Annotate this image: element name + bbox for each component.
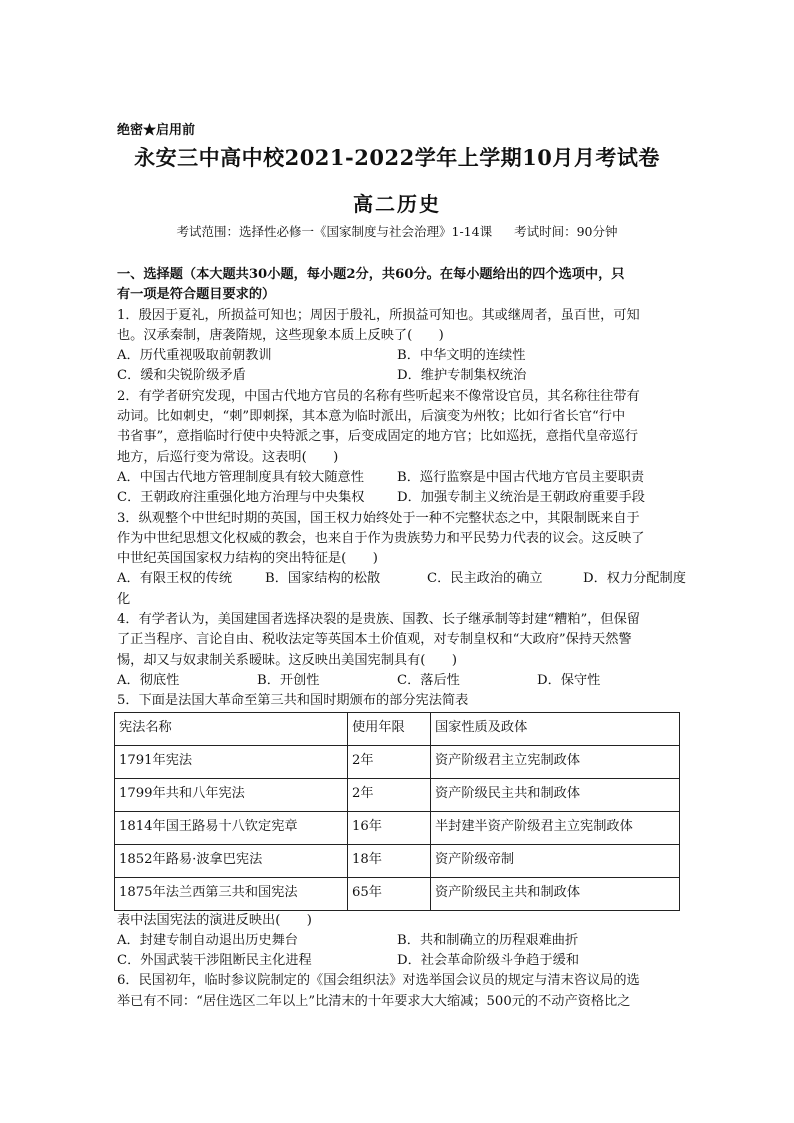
table-cell: 1791年宪法 xyxy=(115,745,348,778)
option-c: C．民主政治的确立 xyxy=(427,571,543,587)
option-a: A．中国古代地方管理制度具有较大随意性 xyxy=(117,469,364,485)
question-5-prompt: 表中法国宪法的演进反映出( ) xyxy=(117,912,312,928)
table-cell: 1814年国王路易十八钦定宪章 xyxy=(115,811,348,844)
question-2-stem: 地方，后巡行变为常设。这表明( ) xyxy=(117,449,339,465)
question-2-options xyxy=(117,488,679,508)
table-cell: 资产阶级帝制 xyxy=(431,844,680,877)
confidential-mark: 绝密★启用前 xyxy=(117,123,196,138)
option-b: B．中华文明的连续性 xyxy=(397,348,526,364)
option-b: B．巡行监察是中国古代地方官员主要职责 xyxy=(397,469,645,485)
option-d: D．社会革命阶级斗争趋于缓和 xyxy=(397,953,580,969)
question-5-stem: 5．下面是法国大革命至第三共和国时期颁布的部分宪法简表 xyxy=(117,693,469,709)
table-header: 使用年限 xyxy=(348,712,431,745)
table-header: 国家性质及政体 xyxy=(431,712,680,745)
option-c: C．王朝政府注重强化地方治理与中央集权 xyxy=(117,490,365,506)
table-cell: 1852年路易·波拿巴宪法 xyxy=(115,844,348,877)
question-3-stem: 3．纵观整个中世纪时期的英国，国王权力始终处于一种不完整状态之中，其限制既来自于 xyxy=(117,510,640,526)
option-a: A．历代重视吸取前朝教训 xyxy=(117,348,272,364)
option-d: D．维护专制集权统治 xyxy=(397,368,527,384)
option-b: B．共和制确立的历程艰难曲折 xyxy=(397,932,579,948)
table-cell: 65年 xyxy=(348,877,431,910)
question-1-options xyxy=(117,346,679,366)
question-6-stem: 举已有不同：“居住选区二年以上”比清末的十年要求大大缩减；500元的不动产资格比之 xyxy=(117,993,631,1009)
exam-info xyxy=(0,222,794,240)
table-header-row xyxy=(115,712,680,745)
table-cell: 16年 xyxy=(348,811,431,844)
table-cell: 1875年法兰西第三共和国宪法 xyxy=(115,877,348,910)
option-a: A．有限王权的传统 xyxy=(117,571,233,587)
table-cell: 资产阶级君主立宪制政体 xyxy=(431,745,680,778)
exam-title: 永安三中高中校2021-2022学年上学期10月月考试卷 xyxy=(134,145,660,170)
option-c: C．外国武装干涉阻断民主化进程 xyxy=(117,953,312,969)
option-a: A．彻底性 xyxy=(117,672,180,688)
question-3-stem: 中世纪英国国家权力结构的突出特征是( ) xyxy=(117,551,378,567)
constitution-table xyxy=(114,712,680,911)
exam-scope: 考试范围：选择性必修一《国家制度与社会治理》1-14课 xyxy=(176,224,493,239)
table-row xyxy=(115,778,680,811)
question-1-stem: 也。汉承秦制，唐袭隋规，这些现象本质上反映了( ) xyxy=(117,327,444,343)
option-d: D．加强专制主义统治是王朝政府重要手段 xyxy=(397,490,645,506)
question-3-option-wrap: 化 xyxy=(117,591,131,607)
table-cell: 资产阶级民主共和制政体 xyxy=(431,877,680,910)
section-heading-line: 有一项是符合题目要求的） xyxy=(117,287,276,303)
option-d: D．权力分配制度 xyxy=(583,571,686,587)
question-2-options xyxy=(117,468,679,488)
question-5-options xyxy=(117,951,679,971)
question-4-stem: 4．有学者认为，美国建国者选择决裂的是贵族、国教、长子继承制等封建“糟粕”，但保留 xyxy=(117,612,640,628)
question-1-stem: 1．殷因于夏礼，所损益可知也；周因于殷礼，所损益可知也。其或继周者，虽百世，可知 xyxy=(117,307,640,323)
question-6-stem: 6．民国初年，临时参议院制定的《国会组织法》对选举国会议员的规定与清末咨议局的选 xyxy=(117,973,640,989)
option-c: C．落后性 xyxy=(397,672,460,688)
question-3-options xyxy=(117,569,686,589)
question-2-stem: 书省事”，意指临时行使中央特派之事，后变成固定的地方官；比如巡抚，意指代皇帝巡行 xyxy=(117,429,639,445)
table-cell: 1799年共和八年宪法 xyxy=(115,778,348,811)
table-cell: 18年 xyxy=(348,844,431,877)
table-row xyxy=(115,877,680,910)
question-4-stem: 惕，却又与奴隶制关系暧昧。这反映出美国宪制具有( ) xyxy=(117,652,457,668)
subject-title: 高二历史 xyxy=(353,192,441,216)
question-2-stem: 动词。比如刺史，“刺”即刺探，其本意为临时派出，后演变为州牧；比如行省长官“行中 xyxy=(117,409,626,425)
option-b: B．国家结构的松散 xyxy=(265,571,381,587)
question-3-stem: 作为中世纪思想文化权威的教会，也来自于作为贵族势力和平民势力代表的议会。这反映了 xyxy=(117,530,645,546)
option-d: D．保守性 xyxy=(537,672,601,688)
question-2-stem: 2．有学者研究发现，中国古代地方官员的名称有些听起来不像常设官员，其名称往往带有 xyxy=(117,388,640,404)
question-4-options xyxy=(117,671,679,691)
question-body xyxy=(117,265,686,1012)
question-1-options xyxy=(117,366,679,386)
table-cell: 2年 xyxy=(348,778,431,811)
table-cell: 半封建半资产阶级君主立宪制政体 xyxy=(431,811,680,844)
table-cell: 2年 xyxy=(348,745,431,778)
question-5-options xyxy=(117,931,679,951)
table-cell: 资产阶级民主共和制政体 xyxy=(431,778,680,811)
option-b: B．开创性 xyxy=(257,672,320,688)
table-header: 宪法名称 xyxy=(115,712,348,745)
table-row xyxy=(115,745,680,778)
table-row xyxy=(115,811,680,844)
option-a: A．封建专制自动退出历史舞台 xyxy=(117,932,298,948)
section-heading-line: 一、选择题（本大题共30小题，每小题2分，共60分。在每小题给出的四个选项中，只 xyxy=(117,267,625,282)
table-row xyxy=(115,844,680,877)
option-c: C．缓和尖锐阶级矛盾 xyxy=(117,368,246,384)
question-4-stem: 了正当程序、言论自由、税收法定等英国本土价值观，对专制皇权和“大政府”保持天然警 xyxy=(117,632,632,648)
exam-time: 考试时间：90分钟 xyxy=(514,224,618,239)
